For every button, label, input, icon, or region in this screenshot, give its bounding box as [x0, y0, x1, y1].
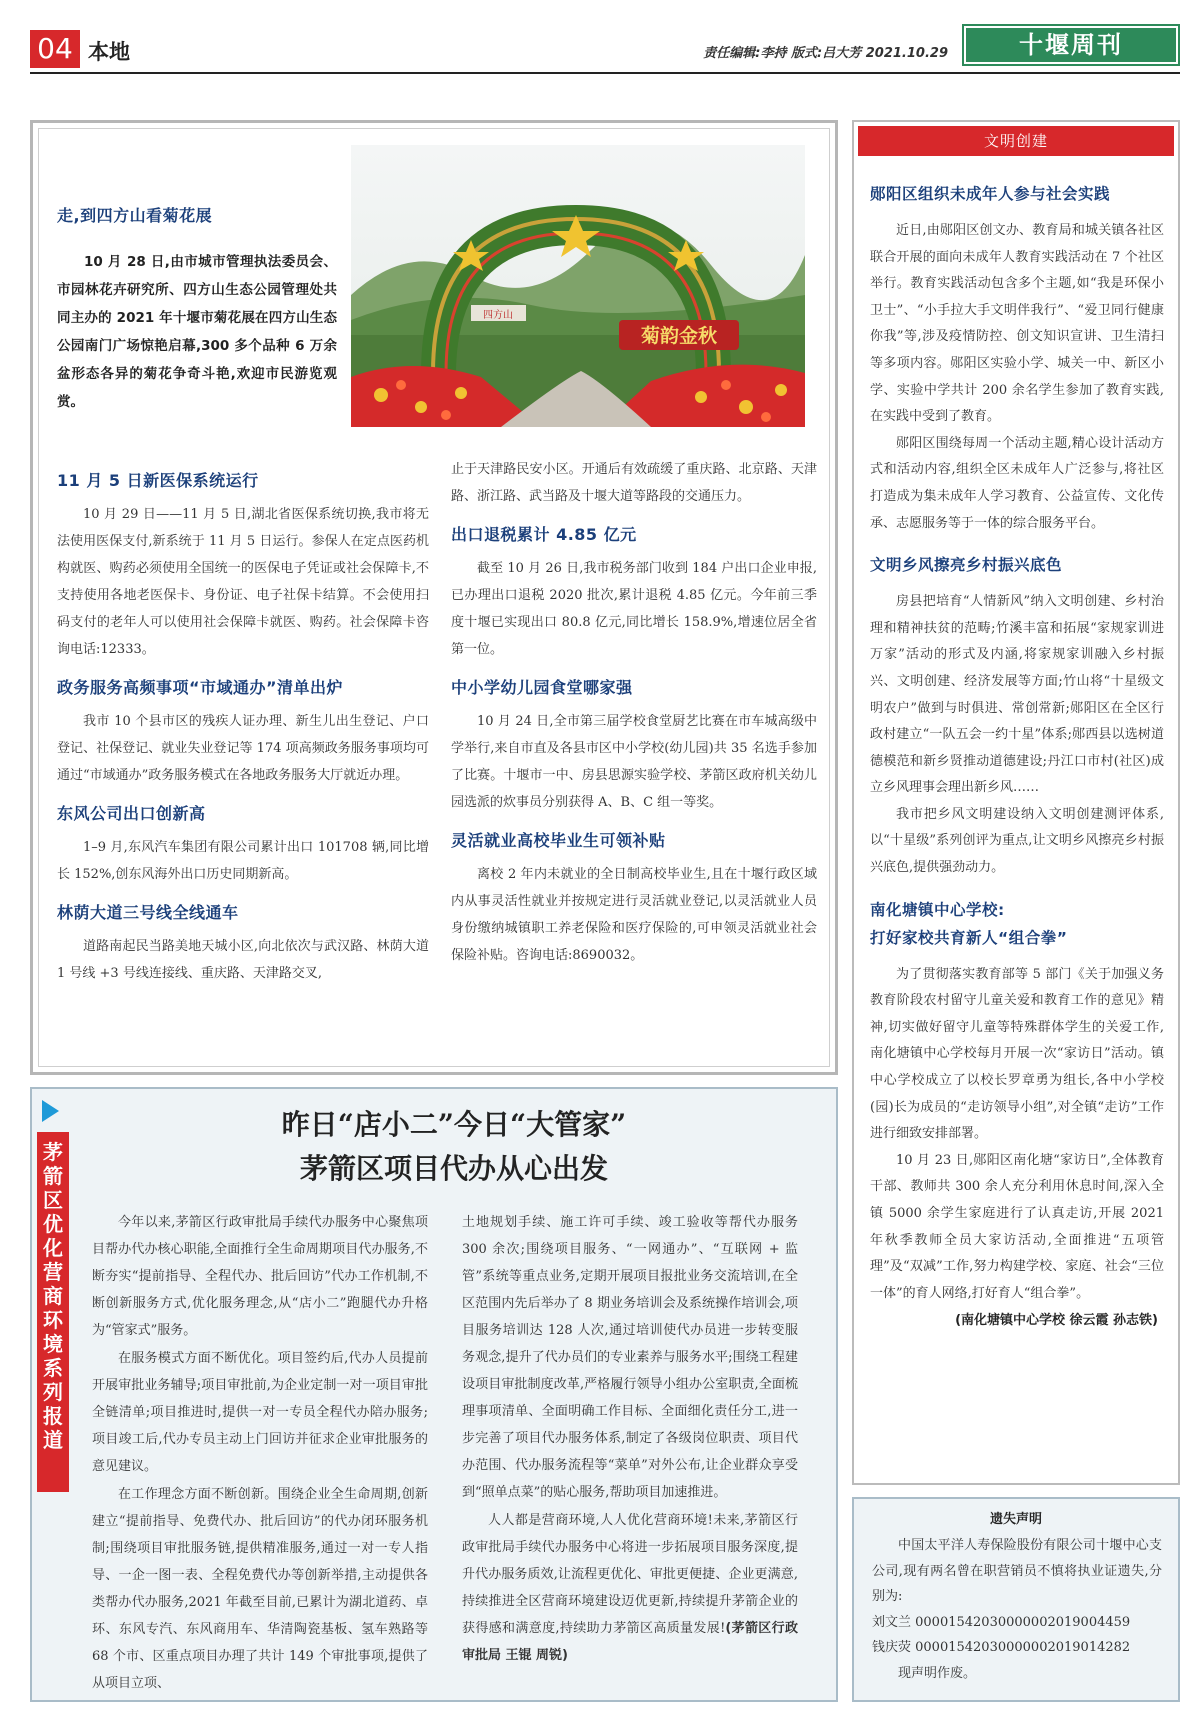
news-body — [451, 708, 817, 816]
news-item — [57, 801, 429, 888]
series-char: 报 — [43, 1404, 63, 1428]
news-brief-box — [30, 120, 838, 1075]
feature-byline: (茅箭区行政审批局 王锟 周锐) — [462, 1621, 798, 1663]
civ-headline — [870, 896, 1164, 952]
news-headline: 11 月 5 日新医保系统运行 — [57, 471, 259, 490]
news-paragraph: 道路南起民当路美地天城小区,向北依次与武汉路、林荫大道 1 号线 +3 号线连接线、重庆路、天津路交叉, — [57, 939, 429, 981]
civ-paragraph: 郧阳区围绕每周一个活动主题,精心设计活动方式和活动内容,组织全区未成年人广泛参与,将社区打造成为集未成年人学习教育、公益宣传、文化传承、志愿服务等于一体的综合服务平台。 — [870, 435, 1164, 531]
news-headline: 林荫大道三号线全线通车 — [57, 903, 239, 922]
series-char: 列 — [43, 1380, 63, 1404]
news-headline: 政务服务高频事项“市域通办”清单出炉 — [57, 678, 344, 697]
feature-column-right — [462, 1209, 798, 1670]
feature-paragraph: 在服务模式方面不断优化。项目签约后,代办人员提前开展审批业务辅导;项目审批前,为企业定制一对一项目审批全链清单;项目推进时,提供一对一专员全程代办陪办服务;项目竣工后,代办专员主动上门回访并征求企业审批服务的意见建议。 — [92, 1351, 428, 1474]
chrysanthemum-lead — [57, 248, 337, 416]
feature-title-line1: 昨日“店小二”今日“大管家” — [281, 1108, 627, 1141]
masthead-text: 十堰周刊 — [966, 28, 1176, 62]
feature-paragraph: 在工作理念方面不断创新。围绕企业全生命周期,创新建立“提前指导、免费代办、批后回访”的代办闭环服务机制;围绕项目审批服务链,提供精准服务,通过一对一专人指导、一企一图一表、全程免费代办等创新举措,主动提供各类帮办代办服务,2021 年截至目前,已累计为湖北道药、卓环、东风专汽、东风商用车、华清陶瓷基板、氢车熟路等 68 个市、区重点项目办理了共计 149 个审批事项,提供了从项目立项、 — [92, 1487, 428, 1691]
section-title: 本地 — [88, 40, 130, 64]
news-paragraph: 截至 10 月 26 日,我市税务部门收到 184 户出口企业申报,已办理出口退税 2020 批次,累计退税 4.85 亿元。今年前三季度十堰已实现出口 80.8 亿元,同比增长 158.9%,增速位居全省第一位。 — [451, 561, 817, 657]
series-char: 化 — [43, 1236, 63, 1260]
civ-article — [870, 180, 1164, 537]
civ-body — [870, 962, 1164, 1308]
editor-credits: 责任编辑:李持 版式:吕大芳 2021.10.29 — [703, 46, 948, 61]
civ-paragraph: 我市把乡风文明建设纳入文明创建测评体系,以“十星级”系列创评为重点,让文明乡风擦亮乡村振兴底色,提供强劲动力。 — [870, 806, 1164, 876]
series-char: 营 — [43, 1260, 63, 1284]
notice-entry: 钱庆荧 00001542030000002019014282 — [872, 1640, 1131, 1655]
news-headline: 灵活就业高校毕业生可领补贴 — [451, 831, 666, 850]
series-char: 环 — [43, 1308, 63, 1332]
civilization-column — [852, 120, 1180, 1485]
photo-small-sign: 四方山 — [483, 310, 513, 321]
news-paragraph: 离校 2 年内未就业的全日制高校毕业生,且在十堰行政区域内从事灵活性就业并按规定进行灵活就业登记,以灵活就业人员身份缴纳城镇职工养老保险和医疗保险的,可申领灵活就业社会保险补贴。咨询电话:8690032。 — [451, 867, 817, 963]
series-char: 优 — [43, 1212, 63, 1236]
business-environment-feature — [30, 1087, 838, 1702]
civ-paragraph: 为了贯彻落实教育部等 5 部门《关于加强义务教育阶段农村留守儿童关爱和教育工作的意见》精神,切实做好留守儿童等特殊群体学生的关爱工作,南化塘镇中心学校每月开展一次“家访日”活动。镇中心学校成立了以校长罗章勇为组长,各中小学校(园)长为成员的“走访领导小组”,对全镇“走访”工作进行细致安排部署。 — [870, 966, 1164, 1142]
news-item — [57, 900, 429, 987]
news-paragraph: 10 月 24 日,全市第三届学校食堂厨艺比赛在市车城高级中学举行,来自市直及各县市区中小学校(幼儿园)共 35 名选手参加了比赛。十堰市一中、房县思源实验学校、茅箭区政府机关幼儿园选派的炊事员分别获得 A、B、C 组一等奖。 — [451, 714, 817, 810]
play-triangle-icon — [42, 1100, 59, 1122]
chrysanthemum-photo — [351, 145, 805, 427]
news-item — [451, 522, 817, 663]
lost-notice — [852, 1497, 1180, 1702]
feature-paragraph: 土地规划手续、施工许可手续、竣工验收等帮代办服务 300 余次;围绕项目服务、“一网通办”、“互联网 + 监管”系统等重点业务,定期开展项目报批业务交流培训,在全区范围内先后举办了 8 期业务培训会及系统操作培训会,项目服务培训达 128 人次,通过培训使代办员进一步转变服务观念,提升了代办员们的专业素养与服务水平;围绕工程建设项目审批制度改革,严格履行领导小组办公室职责,全面梳理事项清单、全面明确工作目标、全面细化责任分工,进一步完善了项目代办服务体系,制定了各级岗位职责、项目代办范围、代办服务流程等“菜单”对外公布,让企业群众享受到“照单点菜”的贴心服务,帮助项目加速推进。 — [462, 1215, 798, 1500]
civ-credit: (南化塘镇中心学校 徐云霞 孙志铁) — [955, 1313, 1158, 1329]
chrysanthemum-article — [57, 203, 337, 416]
news-column-right — [451, 456, 817, 981]
news-body — [57, 708, 429, 789]
feature-paragraph — [462, 1507, 798, 1669]
civ-headline-line2: 打好家校共育新人“组合拳” — [870, 928, 1068, 947]
header-rule — [30, 72, 1180, 74]
civ-paragraph: 10 月 23 日,郧阳区南化塘“家访日”,全体教育干部、教师共 300 余人充分利用休息时间,深入全镇 5000 余学生家庭进行了认真走访,开展 2021 年秋季教师全员大家访活动,全面推进“五项管理”及“双减”工作,努力构建学校、家庭、社会“三位一体”的育人网络,打好育人“组合拳”。 — [870, 1152, 1164, 1301]
notice-text: 中国太平洋人寿保险股份有限公司十堰中心支公司,现有两名曾在职营销员不慎将执业证遗失,分别为: — [872, 1538, 1162, 1604]
civ-body — [870, 589, 1164, 882]
series-char: 区 — [43, 1188, 63, 1212]
column-band-title: 文明创建 — [858, 126, 1174, 156]
civ-headline: 郧阳区组织未成年人参与社会实践 — [870, 185, 1111, 203]
civ-headline-line1: 南化塘镇中心学校: — [870, 900, 1005, 919]
series-label — [37, 1132, 69, 1492]
news-column-left — [57, 468, 429, 999]
news-headline: 东风公司出口创新高 — [57, 804, 206, 823]
page-header — [30, 22, 1180, 74]
news-headline: 中小学幼儿园食堂哪家强 — [451, 678, 633, 697]
page-number: 04 — [30, 30, 80, 68]
civilization-articles — [870, 180, 1164, 1349]
series-sidebar — [37, 1094, 69, 1695]
news-paragraph: 1–9 月,东风汽车集团有限公司累计出口 101708 辆,同比增长 152%,创东风海外出口历史同期新高。 — [57, 840, 429, 882]
news-item — [57, 468, 429, 663]
masthead-logo — [962, 24, 1180, 66]
notice-title: 遗失声明 — [989, 1512, 1042, 1527]
news-item — [451, 675, 817, 816]
feature-title — [92, 1103, 816, 1191]
feature-title-line2: 茅箭区项目代办从心出发 — [299, 1152, 608, 1185]
news-item — [451, 828, 817, 969]
series-char: 商 — [43, 1284, 63, 1308]
news-continuation — [451, 456, 817, 510]
flower-arch-illustration — [351, 145, 805, 427]
notice-body — [854, 1533, 1178, 1686]
feature-paragraph: 今年以来,茅箭区行政审批局手续代办服务中心聚焦项目帮办代办核心职能,全面推行全生命周期项目代办服务,不断夯实“提前指导、全程代办、批后回访”代办工作机制,不断创新服务方式,优化服务理念,从“店小二”跑腿代办升格为“管家式”服务。 — [92, 1215, 428, 1338]
news-paragraph: 10 月 29 日——11 月 5 日,湖北省医保系统切换,我市将无法使用医保支付,新系统于 11 月 5 日运行。参保人在定点医药机构就医、购药必须使用全国统一的医保电子凭证或社会保障卡,不支持使用各地老医保卡、身份证、电子社保卡结算。不会使用扫码支付的老年人可以使用社会保障卡就医、购药。社会保障卡咨询电话:12333。 — [57, 507, 429, 657]
news-body — [57, 834, 429, 888]
news-headline: 出口退税累计 4.85 亿元 — [451, 525, 637, 544]
series-char: 茅 — [43, 1140, 63, 1164]
civ-article — [870, 896, 1164, 1336]
civ-headline: 文明乡风擦亮乡村振兴底色 — [870, 556, 1063, 575]
chrysanthemum-headline: 走,到四方山看菊花展 — [57, 206, 213, 225]
news-item — [57, 675, 429, 789]
civ-body — [870, 218, 1164, 537]
feature-column-left — [92, 1209, 428, 1698]
news-paragraph: 我市 10 个县市区的残疾人证办理、新生儿出生登记、户口登记、社保登记、就业失业登记等 174 项高频政务服务事项均可通过“市域通办”政务服务模式在各地政务服务大厅就近办理。 — [57, 714, 429, 783]
news-paragraph: 止于天津路民安小区。开通后有效疏缓了重庆路、北京路、天津路、浙江路、武当路及十堰大道等路段的交通压力。 — [451, 462, 817, 504]
notice-entry: 刘文兰 00001542030000002019004459 — [872, 1614, 1131, 1630]
series-char: 道 — [43, 1428, 63, 1452]
civ-article — [870, 551, 1164, 882]
notice-closing: 现声明作废。 — [898, 1665, 977, 1681]
civ-paragraph: 近日,由郧阳区创文办、教育局和城关镇各社区联合开展的面向未成年人教育实践活动在 7 个社区举行。教育实践活动包含多个主题,如“我是环保小卫士”、“小手拉大手文明伴我行”、“爱卫同行健康你我”等,涉及疫情防控、创文知识宣讲、卫生清扫等多项内容。郧阳区实验小学、城关一中、新区小学、实验中学共计 200 余名学生参加了教育实践,在实践中受到了教育。 — [870, 223, 1164, 425]
photo-sign-text: 菊韵金秋 — [640, 325, 718, 347]
chrysanthemum-lead-text: 10 月 28 日,由市城市管理执法委员会、市园林花卉研究所、四方山生态公园管理处共同主办的 2021 年十堰市菊花展在四方山生态公园南门广场惊艳启幕,300 多个品种 6 万余盆形态各异的菊花争奇斗艳,欢迎市民游览观赏。 — [57, 254, 337, 410]
civ-paragraph: 房县把培育“人情新风”纳入文明创建、乡村治理和精神扶贫的范畴;竹溪丰富和拓展“家规家训进万家”活动的形式及内涵,将家规家训融入乡村振兴、文明创建、经济发展等方面;竹山将“十星级文明农户”做到与时俱进、常创常新;郧阳区在全区行政村建立“一队五会一约十星”体系;郧西县以选树道德模范和新乡贤推动道德建设;丹江口市村(社区)成立乡风理事会理出新乡风…… — [870, 594, 1164, 796]
series-char: 系 — [43, 1356, 63, 1380]
news-body — [451, 861, 817, 969]
feature-closing-text: 人人都是营商环境,人人优化营商环境!未来,茅箭区行政审批局手续代办服务中心将进一步拓展项目服务深度,提升代办服务质效,让流程更优化、审批更便捷、企业更满意,持续推进全区营商环境建设迈优更新,持续提升茅箭企业的获得感和满意度,持续助力茅箭区高质量发展! — [462, 1513, 798, 1636]
news-body — [57, 501, 429, 663]
series-char: 箭 — [43, 1164, 63, 1188]
news-body — [57, 933, 429, 987]
series-char: 境 — [43, 1332, 63, 1356]
news-body — [451, 555, 817, 663]
